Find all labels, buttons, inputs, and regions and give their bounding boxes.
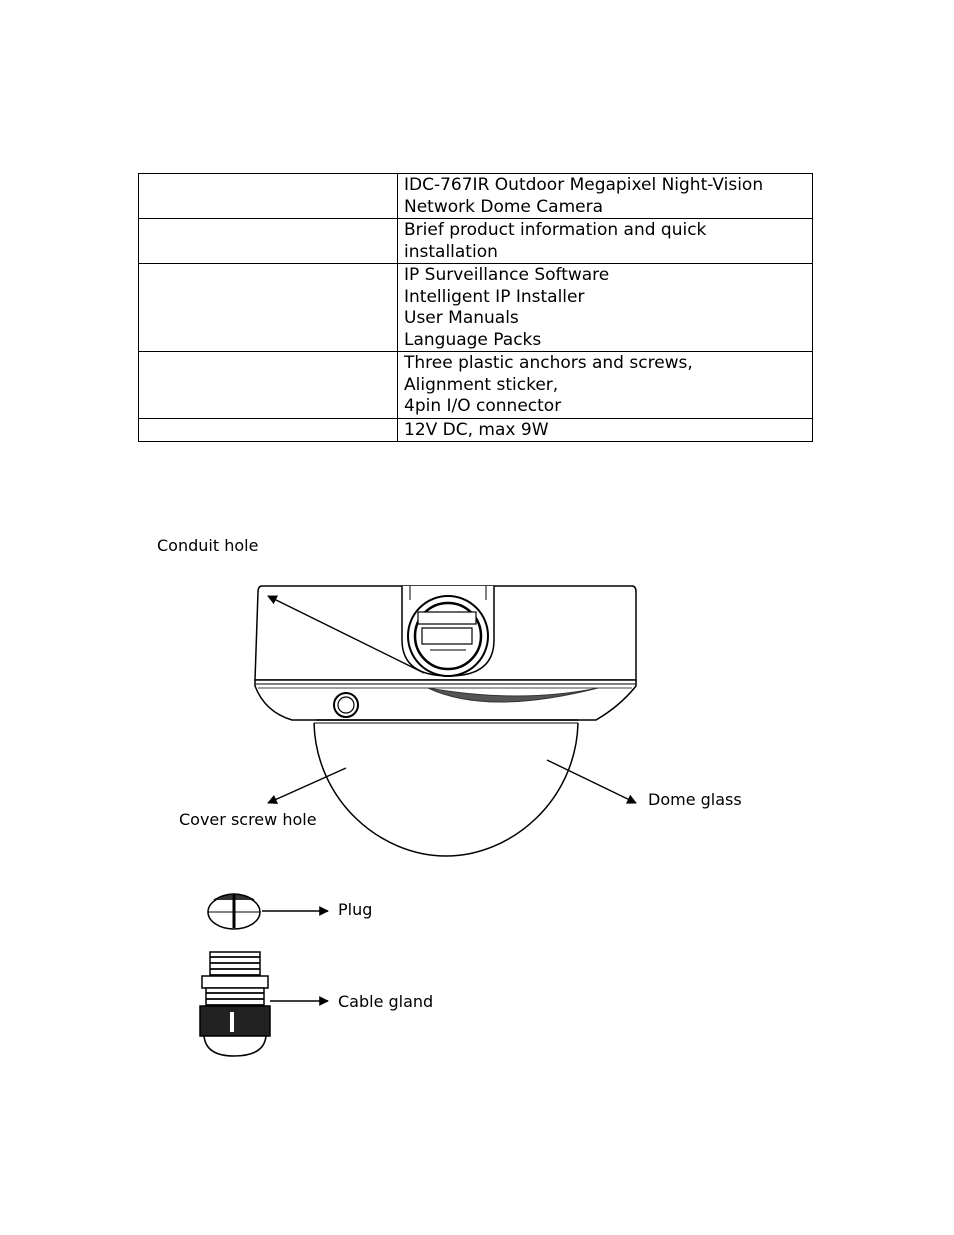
plug-image [208, 894, 260, 929]
item-description-line: IDC-767IR Outdoor Megapixel Night-Vision [404, 175, 764, 195]
item-description-line: Language Packs [404, 329, 542, 350]
cable-gland-label: Cable gland [338, 992, 434, 1011]
item-description-line: IP Surveillance Software [404, 265, 610, 285]
item-description-line: 12V DC, max 9W [404, 419, 549, 440]
item-description-line: Network Dome Camera [404, 196, 604, 217]
cable-gland-image [200, 952, 270, 1056]
dome-glass-label: Dome glass [648, 790, 742, 809]
cover-screw-hole-label: Cover screw hole [179, 810, 317, 829]
item-description-line: Intelligent IP Installer [404, 286, 585, 307]
item-description-line: installation [404, 241, 498, 262]
item-description-line: Brief product information and quick [404, 220, 707, 240]
item-description-line: User Manuals [404, 308, 519, 328]
item-description-line: Alignment sticker, [404, 374, 559, 395]
plug-label: Plug [338, 900, 373, 919]
item-description-line: Three plastic anchors and screws, [404, 353, 693, 373]
item-description-line: 4pin I/O connector [404, 396, 562, 416]
conduit-hole-label: Conduit hole [157, 536, 259, 555]
